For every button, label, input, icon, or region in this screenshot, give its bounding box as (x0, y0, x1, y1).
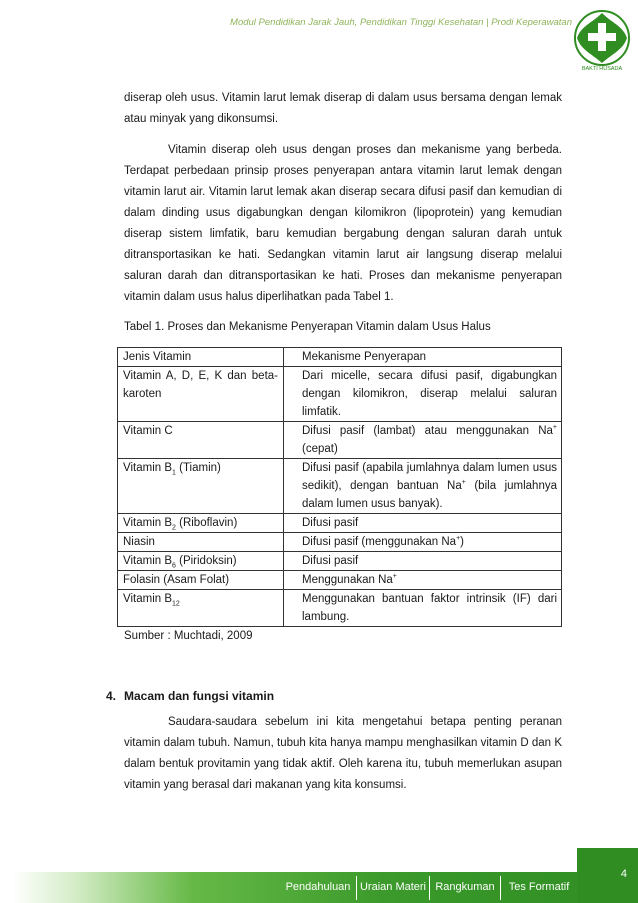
vitamin-cell: Vitamin C (118, 422, 284, 459)
table-header-row (118, 348, 562, 367)
vitamin-cell: Vitamin $B_2$ (Riboflavin) (118, 514, 284, 533)
mechanism-cell: Difusi pasif (lambat) atau menggunakan Na+ (cepat) (284, 422, 562, 459)
intro-text (124, 88, 562, 308)
table-row (118, 590, 562, 627)
table-caption: Tabel 1. Proses dan Mekanisme Penyerapan Vitamin dalam Usus Halus (124, 321, 491, 333)
nav-rangkuman[interactable]: Rangkuman (435, 881, 495, 893)
section-number: 4. (106, 689, 117, 703)
header-mechanism: Mekanisme Penyerapan (284, 348, 562, 367)
header-vitamin: Jenis Vitamin (118, 348, 284, 367)
vitamin-cell: Vitamin $B_{12}$ (118, 590, 284, 627)
nav-pendahuluan[interactable]: Pendahuluan (285, 881, 351, 893)
table-source: Sumber : Muchtadi, 2009 (124, 630, 253, 642)
section-title: Macam dan fungsi vitamin (124, 689, 275, 703)
table-row (118, 422, 562, 459)
mechanism-cell: Menggunakan bantuan faktor intrinsik (IF) dari lambung. (284, 590, 562, 627)
vitamin-cell: Vitamin $B_1$ (Tiamin) (118, 459, 284, 514)
logo-text: BAKTI HUSADA (581, 66, 623, 72)
table-row (118, 514, 562, 533)
paragraph-1: diserap oleh usus. Vitamin larut lemak diserap di dalam usus bersama dengan lemak atau minyak yang dikonsumsi. (124, 92, 562, 125)
table-row (118, 367, 562, 422)
mechanism-cell: Difusi pasif (284, 552, 562, 571)
header-title: Modul Pendidikan Jarak Jauh, Pendidikan Tinggi Kesehatan | Prodi Keperawatan (230, 17, 572, 28)
section-heading (106, 689, 274, 703)
mechanism-cell: Difusi pasif (apabila jumlahnya dalam lumen usus sedikit), dengan bantuan Na+ (bila jumlahnya dalam lumen usus banyak). (284, 459, 562, 514)
table-row (118, 533, 562, 552)
mechanism-cell: Dari micelle, secara difusi pasif, digabungkan dengan kilomikron, diserap melalui saluran limfatik. (284, 367, 562, 422)
mechanism-cell: Menggunakan Na+ (284, 571, 562, 590)
table-row (118, 552, 562, 571)
bakti-husada-logo (571, 7, 633, 73)
paragraph-2: Vitamin diserap oleh usus dengan proses dan mekanisme yang berbeda. Terdapat perbedaan prinsip proses penyerapan antara vitamin larut lemak dengan vitamin larut air. Vitamin larut lemak akan diserap secara difusi pasif dan kemudian di dalam dinding usus digabungkan dengan kilomikron (lipoprotein) yang kemudian diserap sistem limfatik, baru kemudian bergabung dengan saluran darah untuk ditransportasikan ke hati. Sedangkan vitamin larut air langsung diserap melalui saluran darah dan ditransportasikan ke hati. Proses dan mekanisme penyerapan vitamin dalam usus halus diperlihatkan pada Tabel 1. (124, 144, 562, 303)
section-body (124, 712, 562, 796)
vitamin-cell: Folasin (Asam Folat) (118, 571, 284, 590)
nav-tes-formatif[interactable]: Tes Formatif (508, 881, 570, 893)
table-row (118, 571, 562, 590)
nav-uraian-materi[interactable]: Uraian Materi (359, 881, 427, 893)
vitamin-cell: Vitamin $B_6$ (Piridoksin) (118, 552, 284, 571)
mechanism-cell: Difusi pasif (menggunakan Na+) (284, 533, 562, 552)
vitamin-cell: Niasin (118, 533, 284, 552)
page-number: 4 (620, 868, 627, 880)
vitamin-absorption-table (117, 347, 562, 627)
mechanism-cell: Difusi pasif (284, 514, 562, 533)
section-paragraph: Saudara-saudara sebelum ini kita mengetahui betapa penting peranan vitamin dalam tubuh. Namun, tubuh kita hanya mampu menghasilkan vitamin D dan K dalam bentuk provitamin yang tidak aktif. Oleh karena itu, tubuh memerlukan asupan vitamin yang berasal dari makanan yang kita konsumsi. (124, 716, 562, 791)
table-row (118, 459, 562, 514)
vitamin-cell: Vitamin A, D, E, K dan beta-karoten (118, 367, 284, 422)
